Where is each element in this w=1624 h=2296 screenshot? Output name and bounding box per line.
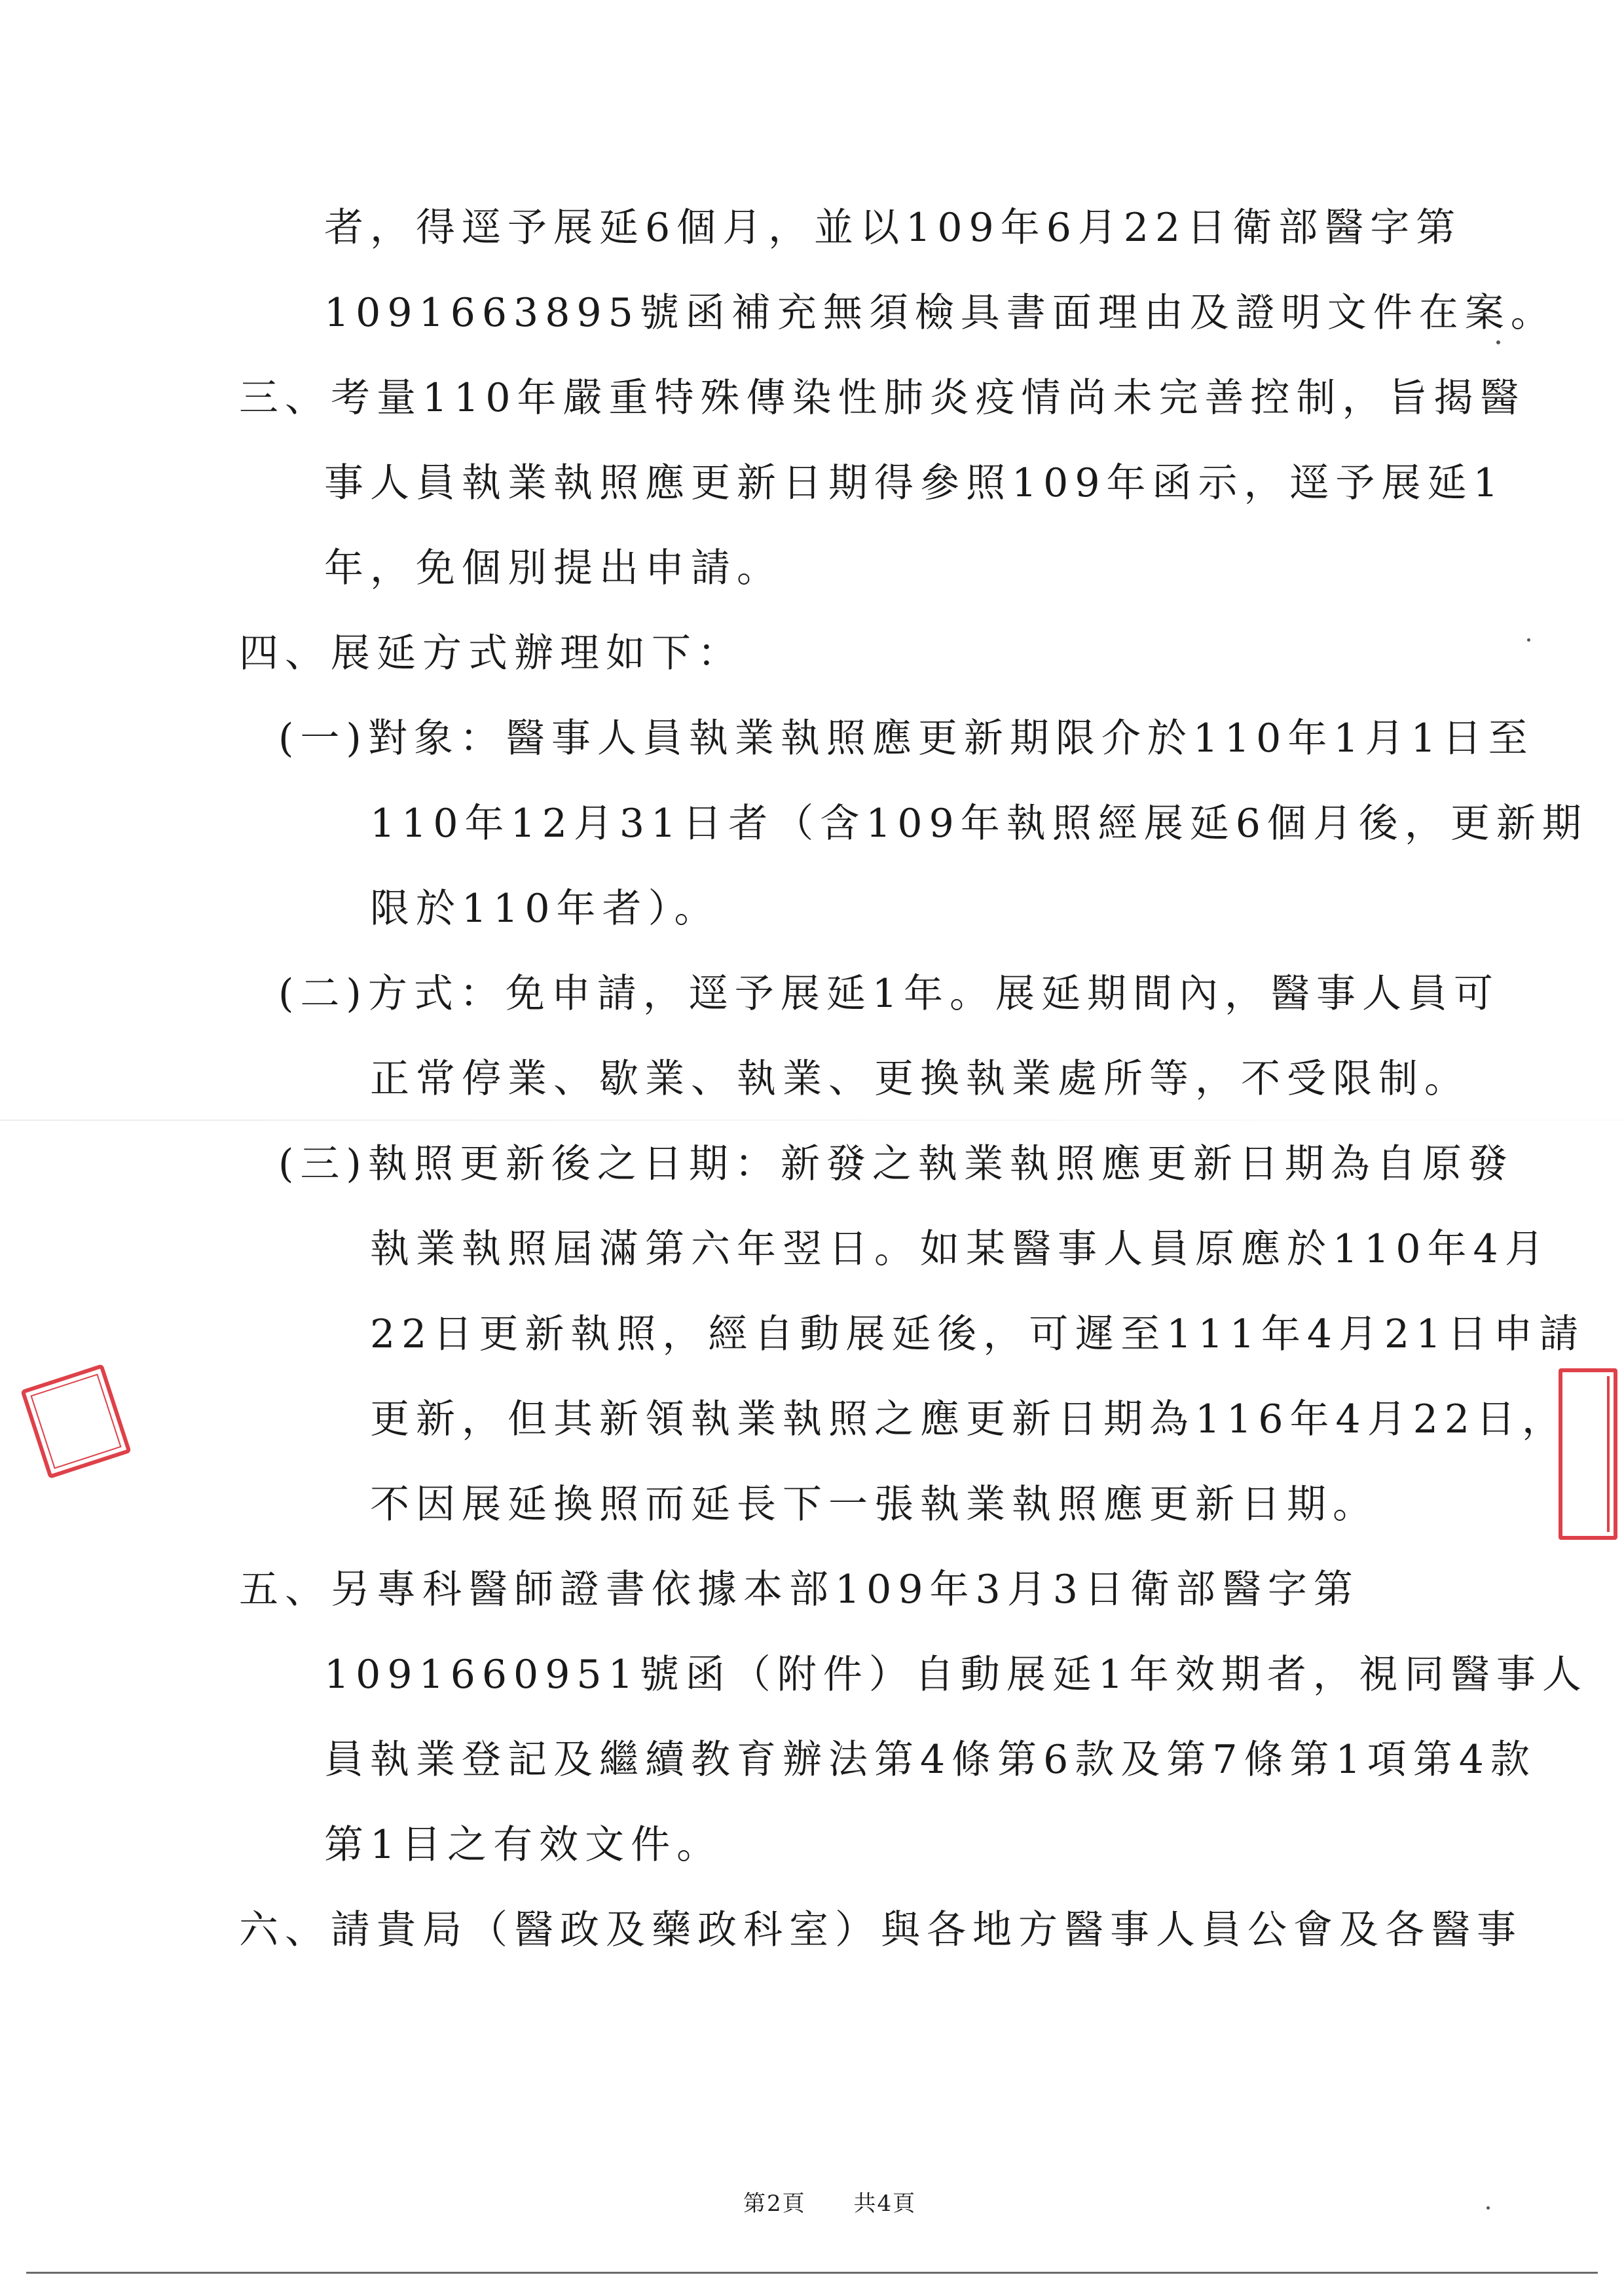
text-line-4: 事人員執業執照應更新日期得參照109年函示，逕予展延1 (324, 460, 1505, 506)
text-line-13: 執業執照屆滿第六年翌日。如某醫事人員原應於110年4月 (370, 1226, 1551, 1272)
text-line-5: 年，免個別提出申請。 (324, 545, 783, 591)
text-line-21: 六、請貴局（醫政及藥政科室）與各地方醫事人員公會及各醫事 (239, 1907, 1522, 1953)
page-total: 共4頁 (853, 2191, 917, 2217)
text-line-3: 三、考量110年嚴重特殊傳染性肺炎疫情尚未完善控制，旨揭醫 (239, 375, 1526, 421)
text-line-2: 1091663895號函補充無須檢具書面理由及證明文件在案。 (324, 290, 1557, 336)
text-line-8: 110年12月31日者（含109年執照經展延6個月後，更新期 (370, 801, 1588, 847)
text-line-1: 者，得逕予展延6個月，並以109年6月22日衛部醫字第 (324, 205, 1462, 251)
scan-speck (1486, 2206, 1490, 2210)
red-seal-stamp-left (20, 1364, 131, 1479)
scan-speck (1496, 340, 1500, 344)
text-line-19: 員執業登記及繼續教育辦法第4條第6款及第7條第1項第4款 (324, 1737, 1536, 1783)
text-line-11: 正常停業、歇業、執業、更換執業處所等，不受限制。 (370, 1056, 1470, 1102)
seal-inner-border (30, 1374, 121, 1469)
text-line-10: (二)方式：免申請，逕予展延1年。展延期間內，醫事人員可 (278, 971, 1500, 1017)
scan-streak (0, 1120, 1624, 1121)
text-line-18: 1091660951號函（附件）自動展延1年效期者，視同醫事人 (324, 1652, 1588, 1698)
seal-inner-border (1607, 1376, 1610, 1532)
text-line-14: 22日更新執照，經自動展延後，可遲至111年4月21日申請 (370, 1311, 1585, 1357)
text-line-7: (一)對象：醫事人員執業執照應更新期限介於110年1月1日至 (278, 716, 1534, 761)
text-line-16: 不因展延換照而延長下一張執業執照應更新日期。 (370, 1482, 1378, 1527)
text-line-20: 第1目之有效文件。 (324, 1822, 723, 1868)
page-number: 第2頁 (743, 2191, 806, 2217)
text-line-15: 更新，但其新領執業執照之應更新日期為116年4月22日， (370, 1396, 1568, 1442)
red-seal-stamp-right (1559, 1368, 1617, 1540)
text-line-12: (三)執照更新後之日期：新發之執業執照應更新日期為自原發 (278, 1141, 1514, 1187)
text-line-17: 五、另專科醫師證書依據本部109年3月3日衛部醫字第 (239, 1567, 1359, 1613)
text-line-6: 四、展延方式辦理如下： (239, 630, 743, 676)
scan-speck (1527, 638, 1530, 642)
bottom-rule (26, 2272, 1598, 2274)
text-line-9: 限於110年者）。 (370, 886, 720, 932)
page-footer (743, 2185, 955, 2217)
